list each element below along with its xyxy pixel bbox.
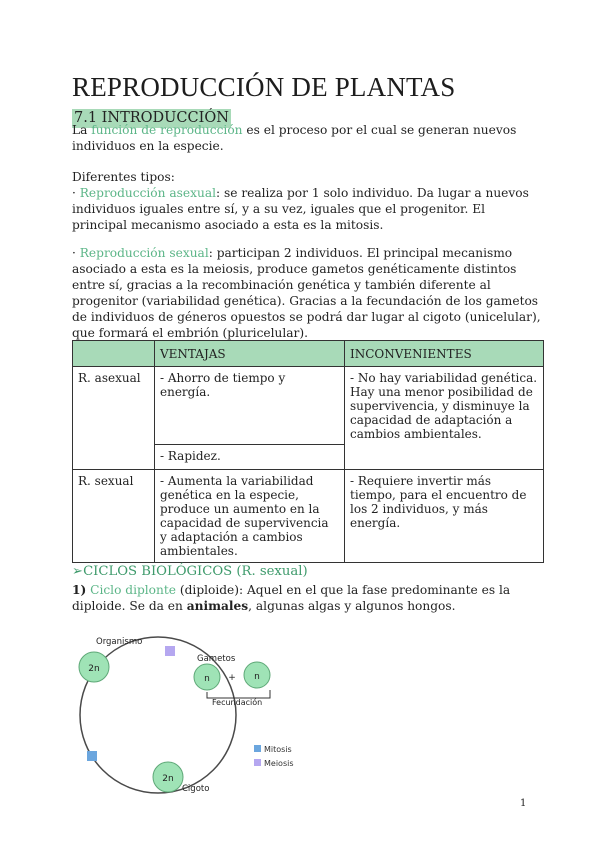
row-label-sexual: R. sexual [73, 470, 155, 563]
table-header-inconvenientes: INCONVENIENTES [345, 341, 544, 367]
legend-meiosis-label: Meiosis [264, 759, 294, 768]
types-heading: Diferentes tipos: [72, 170, 175, 184]
cycles-heading [72, 564, 308, 579]
intro-pre: La [72, 123, 92, 137]
fecundation-bracket [207, 690, 270, 698]
cycle-item-text1: (diploide): Aquel en el que la fase predominante es la diploide. Se da en [72, 583, 511, 613]
table-row [73, 367, 544, 445]
table-header-ventajas: VENTAJAS [155, 341, 345, 367]
table-row [73, 470, 544, 563]
table-header-cell [73, 341, 155, 367]
sexual-bullet: · [72, 246, 80, 260]
cycle-item-bold: animales [186, 599, 249, 613]
asexual-bullet: · [72, 186, 80, 200]
section-heading: 7.1 INTRODUCCIÓN [74, 110, 229, 126]
sexual-label: Reproducción sexual [79, 246, 209, 260]
asexual-advantage-2: - Rapidez. [155, 445, 345, 470]
comparison-table [72, 340, 544, 563]
intro-highlight: función de reproducción [91, 123, 243, 137]
fecundation-label: Fecundación [212, 698, 263, 707]
asexual-paragraph [72, 185, 542, 233]
page-number: 1 [520, 798, 527, 809]
page-title: REPRODUCCIÓN DE PLANTAS [72, 72, 456, 102]
diplonte-cycle-diagram [0, 620, 600, 805]
zygote-ploidy: 2n [162, 774, 174, 784]
cycle-item-number: 1) [72, 583, 87, 597]
cycle-item-label: Ciclo diplonte [90, 583, 176, 597]
sexual-text: : participan 2 individuos. El principal mecanismo asociado a esta es la meiosis, produce gametos genéticamente distintos entre sí, gracias a la recombinación genética y también diferente al progenitor (variabilidad genética). Gracias a la fecundación de los gametos de individuos de géneros opuestos se podrá dar lugar al cigoto (unicelular), que formará el embrión (pluricelular). [72, 246, 541, 340]
sexual-advantage: - Aumenta la variabilidad genética en la especie, produce un aumento en la capacidad de supervivencia y adaptación a cambios ambientales. [155, 470, 345, 563]
asexual-advantage-1: - Ahorro de tiempo y energía. [155, 367, 345, 445]
gamete-right-ploidy: n [254, 672, 260, 682]
row-label-asexual: R. asexual [73, 367, 155, 470]
meiosis-marker [165, 646, 175, 656]
gametes-label: Gametos [197, 654, 236, 664]
legend-mitosis-label: Mitosis [264, 745, 292, 754]
legend-meiosis-swatch [254, 759, 261, 766]
asexual-label: Reproducción asexual [79, 186, 216, 200]
legend-mitosis-swatch [254, 745, 261, 752]
arrow-bullet-icon: ➢ [72, 564, 84, 579]
intro-post: es el proceso por el cual se generan nuevos individuos en la especie. [72, 123, 517, 153]
organism-label: Organismo [96, 637, 143, 647]
sexual-disadvantage: - Requiere invertir más tiempo, para el encuentro de los 2 individuos, y más energía. [345, 470, 544, 563]
plus-sign: + [228, 673, 236, 683]
zygote-label: Cigoto [182, 784, 210, 794]
organism-ploidy: 2n [88, 664, 100, 674]
cycle-item-text2: , algunas algas y algunos hongos. [248, 599, 456, 613]
sexual-paragraph [72, 245, 542, 341]
asexual-disadvantage: - No hay variabilidad genética. Hay una menor posibilidad de supervivencia, y disminuye la capacidad de adaptación a cambios ambientales. [345, 367, 544, 470]
table-header-row [73, 341, 544, 367]
intro-paragraph [72, 122, 542, 154]
cycle-item-paragraph [72, 582, 542, 614]
mitosis-marker [87, 751, 97, 761]
asexual-text: : se realiza por 1 solo individuo. Da lugar a nuevos individuos iguales entre sí, y a su vez, iguales que el progenitor. El principal mecanismo asociado a esta es la mitosis. [72, 186, 529, 232]
cycles-heading-text: CICLOS BIOLÓGICOS (R. sexual) [83, 564, 308, 579]
gamete-left-ploidy: n [204, 674, 210, 684]
